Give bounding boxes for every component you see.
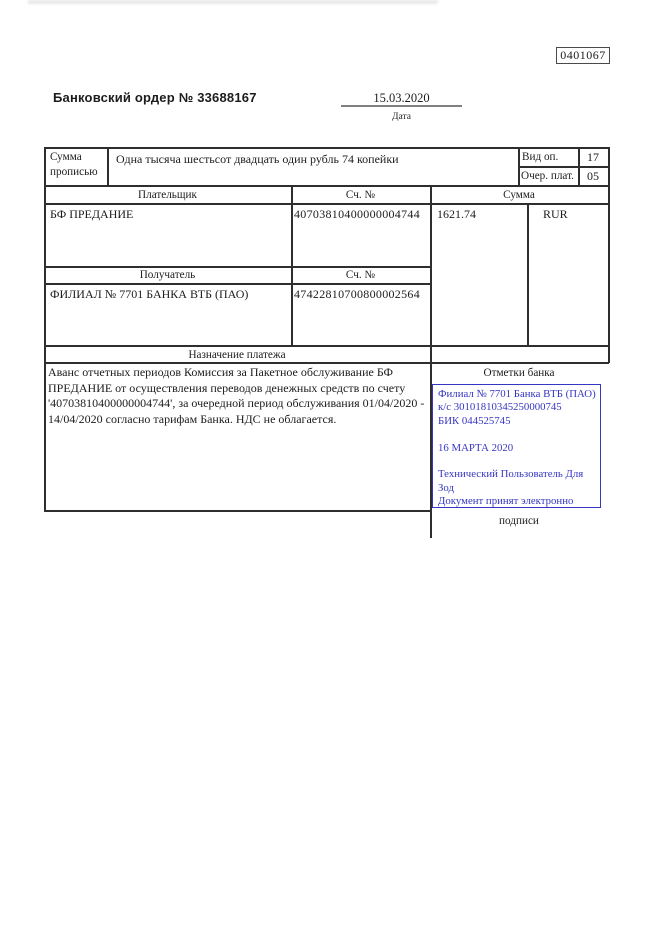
stamp-line: 16 МАРТА 2020 [438, 441, 514, 454]
purpose-header: Назначение платежа [188, 349, 286, 361]
stamp-line [438, 455, 600, 468]
beneficiary-name: ФИЛИАЛ № 7701 БАНКА ВТБ (ПАО) [50, 287, 249, 301]
amount-words-label-2: прописью [50, 166, 98, 178]
line-beneficiary-bottom [44, 283, 431, 285]
line-header-bottom [44, 203, 609, 205]
beneficiary-account: 47422810700800002564 [294, 287, 420, 301]
scan-artifact [28, 0, 438, 4]
document-title: Банковский ордер № 33688167 [53, 90, 257, 105]
line-row1-bottom [44, 185, 609, 187]
stamp-line: Документ принят электронно [438, 495, 574, 508]
stamp-line: к/с 30101810345250000745 [438, 401, 562, 414]
op-type-value: 17 [587, 150, 599, 164]
stamp-line: БИК 044525745 [438, 414, 511, 427]
sum-header: Сумма [503, 189, 535, 201]
amount-words-label-1: Сумма [50, 151, 82, 163]
purpose-text: Аванс отчетных периодов Комиссия за Пакетное обслуживание БФ ПРЕДАНИЕ от осуществления переводов денежных средств по счету '40703810400000004744', за очередной период обслуживания 01/04/2020 - 14/04/2020 согласно тарифам Банка. НДС не облагается. [48, 365, 425, 426]
stamp-line: Технический Пользователь Для [438, 468, 584, 481]
stamp-line: Филиал № 7701 Банка ВТБ (ПАО) [438, 388, 596, 400]
signatures-label: подписи [499, 515, 539, 527]
beneficiary-header: Получатель [139, 269, 196, 281]
line-op-divider [518, 166, 609, 168]
bank-marks-header: Отметки банка [483, 367, 555, 379]
form-code: 0401067 [560, 48, 606, 62]
line-table-top [44, 147, 609, 149]
payer-name: БФ ПРЕДАНИЕ [50, 207, 134, 221]
stamp-line: Зод [438, 481, 454, 494]
payment-currency: RUR [543, 207, 568, 221]
payment-order-label: Очер. плат. [521, 170, 574, 182]
date-label: Дата [392, 112, 411, 122]
line-op-left [518, 147, 520, 185]
bank-stamp [432, 384, 601, 508]
line-currency-divider [527, 203, 529, 345]
op-type-label: Вид оп. [522, 151, 559, 163]
line-purpose-top [44, 345, 609, 347]
line-purpose-end [44, 510, 431, 512]
beneficiary-account-header: Сч. № [345, 269, 376, 281]
payment-amount: 1621.74 [437, 207, 476, 221]
stamp-line [438, 428, 600, 441]
line-amountwords-divider [107, 147, 109, 185]
line-right-edge [608, 147, 610, 363]
payer-account: 40703810400000004744 [294, 207, 420, 221]
amount-in-words: Одна тысяча шестьсот двадцать один рубль 74 копейки [116, 152, 399, 166]
line-purpose-header-bottom [44, 362, 609, 364]
payment-order-value: 05 [587, 169, 599, 183]
form-code-box [556, 47, 610, 64]
payer-header: Плательщик [138, 189, 197, 201]
payer-account-header: Сч. № [345, 189, 376, 201]
date-underline [341, 105, 462, 107]
line-account-divider [291, 185, 293, 345]
date-value: 15.03.2020 [373, 91, 430, 105]
